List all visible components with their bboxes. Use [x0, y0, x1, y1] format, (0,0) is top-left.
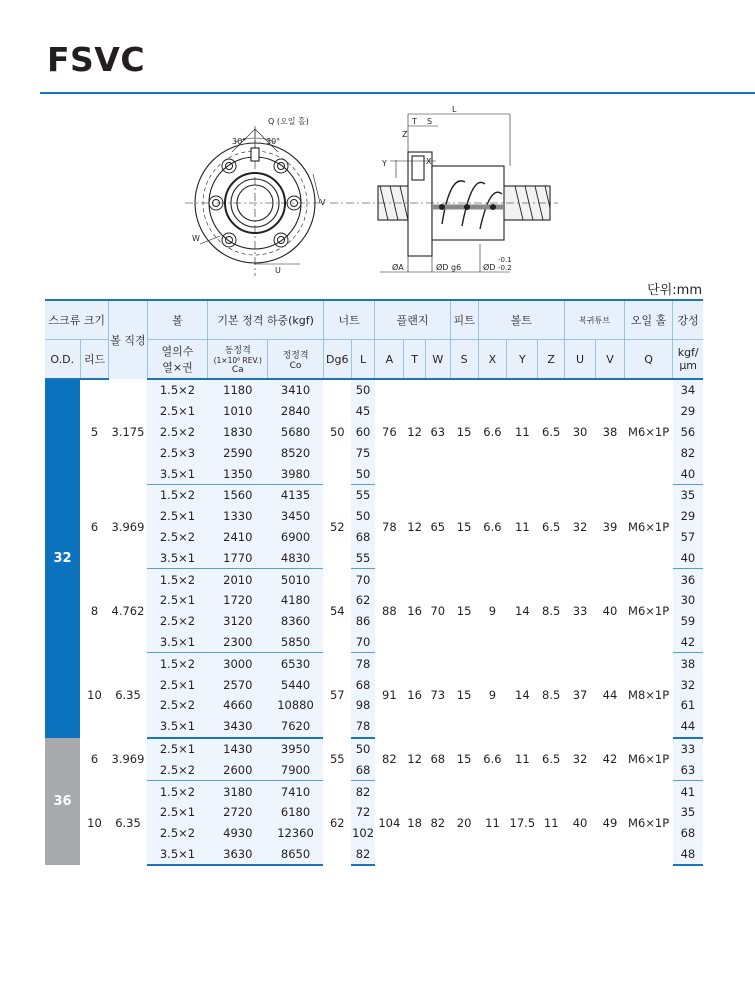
stiffness-cell: 56	[673, 422, 703, 443]
y-cell: 17.5	[507, 781, 538, 866]
table-row	[45, 781, 703, 802]
v-cell: 49	[596, 781, 625, 866]
circuits-cell: 3.5×1	[147, 547, 208, 568]
co-cell: 4135	[268, 484, 324, 505]
co-cell: 8360	[268, 611, 324, 632]
s-cell: 15	[450, 569, 478, 653]
x-cell: 6.6	[478, 379, 507, 484]
u-cell: 30	[565, 379, 596, 484]
circuits-cell: 3.5×1	[147, 632, 208, 653]
nut-l-cell: 50	[351, 379, 375, 401]
da-label: ØA	[392, 263, 404, 272]
u-cell: 37	[565, 653, 596, 738]
header-dynamic-label: 동정격	[224, 346, 251, 356]
ball-dia-cell: 6.35	[109, 781, 147, 866]
ball-screw-drawing	[180, 104, 560, 282]
header-t: T	[404, 340, 426, 380]
circuits-cell: 2.5×2	[147, 759, 208, 780]
lead-cell: 5	[80, 379, 109, 484]
co-cell: 5680	[268, 422, 324, 443]
header-a: A	[375, 340, 404, 380]
stiffness-cell: 61	[673, 695, 703, 716]
t-cell: 12	[404, 484, 426, 568]
z-cell: 8.5	[538, 569, 565, 653]
nut-l-cell: 50	[351, 463, 375, 484]
stiffness-cell: 57	[673, 527, 703, 548]
co-cell: 6530	[268, 653, 324, 674]
x-cell: 6.6	[478, 484, 507, 568]
oil-hole-label: Q (오일 홀)	[268, 117, 309, 126]
stiffness-cell: 38	[673, 653, 703, 674]
header-q: Q	[624, 340, 672, 380]
z-label: Z	[402, 130, 408, 139]
header-oil-hole: 오일 홀	[624, 300, 672, 340]
header-static	[268, 340, 324, 380]
circuits-cell: 2.5×1	[147, 401, 208, 422]
header-lead: 리드	[80, 340, 109, 380]
ball-dia-cell: 3.175	[109, 379, 147, 484]
ball-dia-cell: 4.762	[109, 569, 147, 653]
dg6-cell: 50	[323, 379, 351, 484]
co-cell: 5850	[268, 632, 324, 653]
co-cell: 4830	[268, 547, 324, 568]
v-cell: 39	[596, 484, 625, 568]
nut-l-cell: 102	[351, 823, 375, 844]
nut-l-cell: 82	[351, 781, 375, 802]
circuits-cell: 2.5×1	[147, 738, 208, 760]
ca-cell: 1770	[208, 547, 268, 568]
header-static-label: 정정격	[282, 350, 309, 361]
z-cell: 6.5	[538, 738, 565, 781]
w-cell: 82	[425, 781, 450, 866]
ca-cell: 3120	[208, 611, 268, 632]
angle-right-label: 30°	[266, 137, 281, 146]
s-cell: 15	[450, 653, 478, 738]
od-cell: 36	[45, 738, 80, 866]
header-screw-size: 스크류 크기	[45, 300, 109, 340]
nut-side-view	[330, 114, 558, 272]
co-cell: 3410	[268, 379, 324, 401]
header-ball-dia: 볼 직경	[109, 300, 147, 379]
header-ca: Ca	[231, 365, 244, 375]
nut-l-cell: 62	[351, 590, 375, 611]
header-dg6: Dg6	[323, 340, 351, 380]
ca-cell: 2600	[208, 759, 268, 780]
nut-l-cell: 68	[351, 527, 375, 548]
stiffness-cell: 41	[673, 781, 703, 802]
nut-l-cell: 70	[351, 569, 375, 590]
a-cell: 76	[375, 379, 404, 484]
header-z: Z	[538, 340, 565, 380]
a-cell: 88	[375, 569, 404, 653]
stiffness-cell: 29	[673, 401, 703, 422]
ca-cell: 2590	[208, 442, 268, 463]
x-cell: 9	[478, 653, 507, 738]
dg6-cell: 55	[323, 738, 351, 781]
stiffness-cell: 32	[673, 674, 703, 695]
lead-cell: 6	[80, 738, 109, 781]
co-cell: 7620	[268, 716, 324, 738]
tol-top-label: -0.1	[498, 256, 512, 264]
nut-l-cell: 86	[351, 611, 375, 632]
header-return-tube: 복귀튜브	[565, 300, 625, 340]
header-od: O.D.	[45, 340, 80, 380]
header-circuits-line2: 열×권	[162, 361, 193, 374]
circuits-cell: 3.5×1	[147, 463, 208, 484]
nut-l-cell: 78	[351, 716, 375, 738]
unit-label: 단위:mm	[647, 283, 702, 298]
co-cell: 3950	[268, 738, 324, 760]
stiffness-cell: 34	[673, 379, 703, 401]
header-dynamic	[208, 340, 268, 380]
y-cell: 11	[507, 484, 538, 568]
circuits-cell: 2.5×2	[147, 422, 208, 443]
header-dynamic-unit: (1×10⁶ REV.)	[213, 356, 262, 365]
a-cell: 78	[375, 484, 404, 568]
co-cell: 10880	[268, 695, 324, 716]
a-cell: 91	[375, 653, 404, 738]
header-w: W	[425, 340, 450, 380]
ca-cell: 3000	[208, 653, 268, 674]
s-cell: 20	[450, 781, 478, 866]
table-row	[45, 738, 703, 760]
ball-dia-cell: 3.969	[109, 484, 147, 568]
co-cell: 12360	[268, 823, 324, 844]
v-label: V	[320, 198, 326, 207]
ca-cell: 2010	[208, 569, 268, 590]
u-cell: 40	[565, 781, 596, 866]
header-nut: 너트	[323, 300, 375, 340]
v-cell: 44	[596, 653, 625, 738]
t-cell: 12	[404, 379, 426, 484]
nut-l-cell: 78	[351, 653, 375, 674]
circuits-cell: 2.5×1	[147, 674, 208, 695]
spec-table	[45, 299, 703, 866]
circuits-cell: 2.5×1	[147, 802, 208, 823]
t-cell: 12	[404, 738, 426, 781]
stiffness-cell: 40	[673, 547, 703, 568]
a-cell: 82	[375, 738, 404, 781]
lead-cell: 6	[80, 484, 109, 568]
lead-cell: 10	[80, 653, 109, 738]
stiffness-cell: 82	[673, 442, 703, 463]
ca-cell: 1720	[208, 590, 268, 611]
x-cell: 9	[478, 569, 507, 653]
header-co: Co	[289, 360, 302, 371]
nut-l-cell: 55	[351, 547, 375, 568]
angle-left-label: 30°	[232, 137, 247, 146]
y-cell: 11	[507, 738, 538, 781]
q-cell: M8×1P	[624, 653, 672, 738]
lead-cell: 8	[80, 569, 109, 653]
co-cell: 6180	[268, 802, 324, 823]
stiffness-cell: 48	[673, 844, 703, 866]
circuits-cell: 1.5×2	[147, 379, 208, 401]
ca-cell: 1350	[208, 463, 268, 484]
ca-cell: 2570	[208, 674, 268, 695]
circuits-cell: 1.5×2	[147, 653, 208, 674]
u-cell: 33	[565, 569, 596, 653]
ca-cell: 3430	[208, 716, 268, 738]
co-cell: 3980	[268, 463, 324, 484]
ca-cell: 4930	[208, 823, 268, 844]
x-cell: 11	[478, 781, 507, 866]
stiffness-cell: 44	[673, 716, 703, 738]
l-label: L	[452, 105, 457, 114]
w-cell: 63	[425, 379, 450, 484]
ca-cell: 1330	[208, 506, 268, 527]
ca-cell: 1830	[208, 422, 268, 443]
circuits-cell: 2.5×2	[147, 527, 208, 548]
q-cell: M6×1P	[624, 738, 672, 781]
stiffness-cell: 35	[673, 802, 703, 823]
s-cell: 15	[450, 738, 478, 781]
stiffness-cell: 36	[673, 569, 703, 590]
header-fit: 피트	[450, 300, 478, 340]
co-cell: 4180	[268, 590, 324, 611]
header-x: X	[478, 340, 507, 380]
co-cell: 5440	[268, 674, 324, 695]
ca-cell: 3630	[208, 844, 268, 866]
co-cell: 6900	[268, 527, 324, 548]
ball-dia-cell: 3.969	[109, 738, 147, 781]
co-cell: 3450	[268, 506, 324, 527]
nut-l-cell: 50	[351, 738, 375, 760]
ca-cell: 4660	[208, 695, 268, 716]
a-cell: 104	[375, 781, 404, 866]
nut-l-cell: 82	[351, 844, 375, 866]
z-cell: 6.5	[538, 484, 565, 568]
v-cell: 40	[596, 569, 625, 653]
dg6-cell: 57	[323, 653, 351, 738]
q-cell: M6×1P	[624, 379, 672, 484]
w-cell: 73	[425, 653, 450, 738]
title-divider	[40, 92, 755, 94]
ca-cell: 1560	[208, 484, 268, 505]
q-cell: M6×1P	[624, 569, 672, 653]
y-label: Y	[382, 159, 387, 168]
stiffness-cell: 42	[673, 632, 703, 653]
ball-dia-cell: 6.35	[109, 653, 147, 738]
header-stiffness: 강성	[673, 300, 703, 340]
circuits-cell: 1.5×2	[147, 484, 208, 505]
header-l: L	[351, 340, 375, 380]
circuits-cell: 2.5×2	[147, 695, 208, 716]
v-cell: 38	[596, 379, 625, 484]
stiffness-cell: 40	[673, 463, 703, 484]
x-label: X	[426, 157, 432, 166]
nut-l-cell: 98	[351, 695, 375, 716]
stiffness-cell: 29	[673, 506, 703, 527]
circuits-cell: 1.5×2	[147, 569, 208, 590]
nut-l-cell: 60	[351, 422, 375, 443]
co-cell: 5010	[268, 569, 324, 590]
header-circuits	[147, 340, 208, 380]
nut-l-cell: 68	[351, 674, 375, 695]
dg6-label: ØD g6	[436, 263, 462, 272]
circuits-cell: 2.5×2	[147, 611, 208, 632]
co-cell: 7410	[268, 781, 324, 802]
ca-cell: 3180	[208, 781, 268, 802]
t-cell: 18	[404, 781, 426, 866]
od-cell: 32	[45, 379, 80, 738]
circuits-cell: 2.5×3	[147, 442, 208, 463]
y-cell: 14	[507, 653, 538, 738]
w-cell: 68	[425, 738, 450, 781]
table-row	[45, 379, 703, 401]
w-cell: 70	[425, 569, 450, 653]
header-kgf-line1: kgf/	[677, 346, 699, 359]
flange-front-view	[185, 126, 325, 276]
header-kgf	[673, 340, 703, 380]
x-cell: 6.6	[478, 738, 507, 781]
u-label: U	[275, 266, 281, 275]
header-ball: 볼	[147, 300, 208, 340]
nut-l-cell: 45	[351, 401, 375, 422]
stiffness-cell: 59	[673, 611, 703, 632]
stiffness-cell: 68	[673, 823, 703, 844]
circuits-cell: 2.5×1	[147, 506, 208, 527]
stiffness-cell: 63	[673, 759, 703, 780]
lead-cell: 10	[80, 781, 109, 866]
q-cell: M6×1P	[624, 484, 672, 568]
u-cell: 32	[565, 484, 596, 568]
stiffness-cell: 33	[673, 738, 703, 760]
ca-cell: 2410	[208, 527, 268, 548]
table-row	[45, 484, 703, 505]
dd-label: ØD	[483, 263, 496, 272]
s-cell: 15	[450, 379, 478, 484]
co-cell: 7900	[268, 759, 324, 780]
nut-l-cell: 68	[351, 759, 375, 780]
table-row	[45, 569, 703, 590]
ca-cell: 2300	[208, 632, 268, 653]
circuits-cell: 3.5×1	[147, 844, 208, 866]
header-load-rating: 기본 정격 하중(kgf)	[208, 300, 323, 340]
co-cell: 2840	[268, 401, 324, 422]
circuits-cell: 1.5×2	[147, 781, 208, 802]
stiffness-cell: 30	[673, 590, 703, 611]
header-s: S	[450, 340, 478, 380]
ca-cell: 2720	[208, 802, 268, 823]
header-u: U	[565, 340, 596, 380]
circuits-cell: 2.5×2	[147, 823, 208, 844]
w-cell: 65	[425, 484, 450, 568]
z-cell: 8.5	[538, 653, 565, 738]
header-flange: 플랜지	[375, 300, 450, 340]
nut-l-cell: 72	[351, 802, 375, 823]
t-label: T	[412, 117, 417, 126]
ca-cell: 1180	[208, 379, 268, 401]
nut-l-cell: 50	[351, 506, 375, 527]
q-cell: M6×1P	[624, 781, 672, 866]
u-cell: 32	[565, 738, 596, 781]
header-v: V	[596, 340, 625, 380]
y-cell: 11	[507, 379, 538, 484]
z-cell: 11	[538, 781, 565, 866]
dg6-cell: 54	[323, 569, 351, 653]
circuits-cell: 2.5×1	[147, 590, 208, 611]
tol-bot-label: -0.2	[498, 264, 512, 272]
header-circuits-line1: 열의수	[161, 345, 194, 358]
nut-l-cell: 70	[351, 632, 375, 653]
co-cell: 8520	[268, 442, 324, 463]
stiffness-cell: 35	[673, 484, 703, 505]
ca-cell: 1430	[208, 738, 268, 760]
header-bolt: 볼트	[478, 300, 565, 340]
t-cell: 16	[404, 569, 426, 653]
dg6-cell: 62	[323, 781, 351, 866]
header-kgf-line2: μm	[679, 359, 698, 372]
v-cell: 42	[596, 738, 625, 781]
co-cell: 8650	[268, 844, 324, 866]
circuits-cell: 3.5×1	[147, 716, 208, 738]
dg6-cell: 52	[323, 484, 351, 568]
spec-table-body	[45, 379, 703, 865]
t-cell: 16	[404, 653, 426, 738]
s-cell: 15	[450, 484, 478, 568]
y-cell: 14	[507, 569, 538, 653]
nut-l-cell: 75	[351, 442, 375, 463]
table-row	[45, 653, 703, 674]
page-title: FSVC	[47, 40, 146, 79]
header-y: Y	[507, 340, 538, 380]
w-label: W	[192, 234, 200, 243]
z-cell: 6.5	[538, 379, 565, 484]
nut-l-cell: 55	[351, 484, 375, 505]
s-label: S	[427, 117, 433, 126]
ca-cell: 1010	[208, 401, 268, 422]
